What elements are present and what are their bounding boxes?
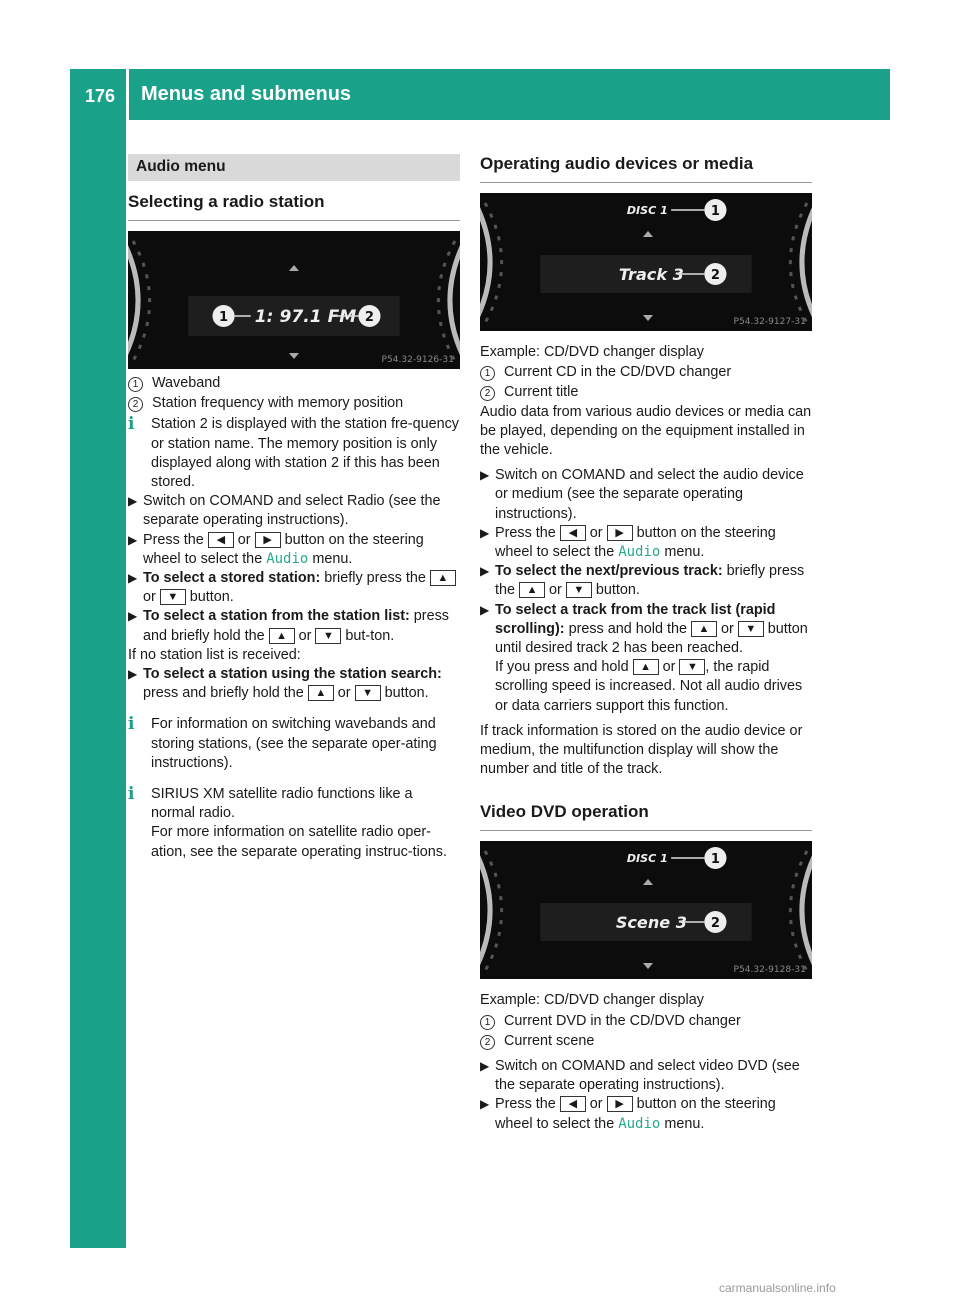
info-note: i SIRIUS XM satellite radio functions like a normal radio. For more information on satellite radio oper-ation, see the separate operating instruc-tions. bbox=[128, 784, 447, 860]
caption-item: 1 Waveband bbox=[128, 373, 460, 393]
section-label: On-board computer and displays bbox=[95, 264, 117, 562]
svg-text:2: 2 bbox=[364, 310, 374, 325]
up-key-icon: ▲ bbox=[519, 582, 545, 598]
right-key-icon: ▶ bbox=[607, 525, 633, 541]
section-heading: Video DVD operation bbox=[480, 801, 812, 831]
step-arrow-icon: ▶ bbox=[480, 1097, 490, 1112]
info-icon: i bbox=[128, 784, 135, 805]
image-code: P54.32-9128-31 bbox=[733, 965, 806, 976]
step-arrow-icon: ▶ bbox=[480, 564, 490, 579]
caption-list bbox=[480, 1011, 812, 1051]
disc-label: DISC 1 bbox=[626, 204, 668, 217]
left-key-icon: ◀ bbox=[560, 525, 586, 541]
step-arrow-icon: ▶ bbox=[128, 609, 138, 624]
caption-list bbox=[128, 373, 460, 413]
header-divider bbox=[126, 69, 129, 120]
left-key-icon: ◀ bbox=[560, 1096, 586, 1112]
right-column bbox=[480, 153, 812, 1134]
svg-text:2: 2 bbox=[710, 268, 720, 283]
instruction-step: ▶ Switch on COMAND and select Radio (see the separate operating instructions). bbox=[128, 493, 441, 529]
caption-item: 1 Current CD in the CD/DVD changer bbox=[480, 362, 812, 382]
page-number: 176 bbox=[85, 86, 116, 106]
info-icon: i bbox=[128, 714, 135, 735]
instruction-step: ▶ To select a station using the station search: press and briefly hold the ▲ or ▼ button. bbox=[128, 666, 442, 702]
video-display-image bbox=[480, 841, 812, 979]
instruction-step: ▶ Switch on COMAND and select video DVD (see the separate operating instructions). bbox=[480, 1058, 800, 1094]
down-key-icon: ▼ bbox=[566, 582, 592, 598]
scene-label: Scene 3 bbox=[615, 913, 687, 933]
section-heading: Operating audio devices or media bbox=[480, 153, 812, 183]
info-note: i For information on switching wavebands and storing stations, (see the separate oper-ating instructions). bbox=[128, 714, 437, 771]
instruction-step: ▶ Press the ◀ or ▶ button on the steering wheel to select the Audio menu. bbox=[480, 524, 776, 561]
step-arrow-icon: ▶ bbox=[128, 571, 138, 586]
up-key-icon: ▲ bbox=[430, 570, 456, 586]
paragraph: If no station list is received: bbox=[128, 646, 301, 663]
instruction-step: ▶ To select a track from the track list (rapid scrolling): press and hold the ▲ or ▼ button until desired track 2 has been reached. If you press and hold ▲ or ▼ , the rapid scrolling speed is increased. Not all audio drives or data carriers support this function. bbox=[480, 601, 808, 714]
instruction-step: ▶ Press the ◀ or ▶ button on the steering wheel to select the Audio menu. bbox=[128, 531, 424, 567]
page-title: Menus and submenus bbox=[141, 83, 352, 105]
paragraph: If track information is stored on the audio device or medium, the multifunction display will show the number and title of the track. bbox=[480, 722, 803, 778]
step-arrow-icon: ▶ bbox=[480, 525, 490, 540]
instruction-step: ▶ To select the next/previous track: briefly press the ▲ or ▼ button. bbox=[480, 563, 805, 599]
step-arrow-icon: ▶ bbox=[480, 468, 490, 483]
radio-display-image bbox=[128, 231, 460, 369]
down-key-icon: ▼ bbox=[355, 685, 381, 701]
left-column bbox=[128, 154, 460, 862]
instruction-step: ▶ Switch on COMAND and select the audio device or medium (see the separate operating instructions). bbox=[480, 467, 804, 522]
track-label: Track 3 bbox=[618, 265, 684, 284]
svg-text:2: 2 bbox=[710, 916, 720, 932]
caption-list bbox=[480, 362, 812, 402]
svg-text:1: 1 bbox=[219, 310, 229, 325]
step-arrow-icon: ▶ bbox=[128, 667, 138, 682]
up-key-icon: ▲ bbox=[691, 621, 717, 637]
example-label: Example: CD/DVD changer display bbox=[480, 992, 704, 1009]
audio-display-image bbox=[480, 193, 812, 331]
side-tab bbox=[70, 880, 126, 1006]
step-arrow-icon: ▶ bbox=[480, 1059, 490, 1074]
right-key-icon: ▶ bbox=[255, 532, 281, 548]
image-code: P54.32-9126-31 bbox=[381, 355, 454, 365]
example-label: Example: CD/DVD changer display bbox=[480, 344, 704, 360]
caption-item: 2 Current title bbox=[480, 382, 812, 402]
caption-item: 2 Current scene bbox=[480, 1031, 812, 1051]
caption-item: 2 Station frequency with memory position bbox=[128, 393, 460, 413]
svg-text:1: 1 bbox=[710, 204, 720, 219]
info-icon: i bbox=[128, 414, 135, 435]
svg-text:1: 1 bbox=[710, 852, 720, 868]
instruction-step: ▶ Press the ◀ or ▶ button on the steering wheel to select the Audio menu. bbox=[480, 1096, 776, 1132]
caption-item: 1 Current DVD in the CD/DVD changer bbox=[480, 1011, 812, 1031]
up-key-icon: ▲ bbox=[269, 628, 295, 644]
right-key-icon: ▶ bbox=[607, 1096, 633, 1112]
section-heading: Selecting a radio station bbox=[128, 191, 460, 221]
menu-section-bar: Audio menu bbox=[128, 154, 460, 181]
instruction-step: ▶ To select a stored station: briefly press the ▲ or ▼ button. bbox=[128, 569, 460, 607]
instruction-step: ▶ To select a station from the station list: press and briefly hold the ▲ or ▼ but-ton. bbox=[128, 608, 449, 644]
down-key-icon: ▼ bbox=[679, 659, 705, 675]
down-key-icon: ▼ bbox=[315, 628, 341, 644]
down-key-icon: ▼ bbox=[160, 589, 186, 605]
step-arrow-icon: ▶ bbox=[128, 532, 138, 547]
left-key-icon: ◀ bbox=[208, 532, 234, 548]
footer-watermark: carmanualsonline.info bbox=[719, 1281, 836, 1295]
disc-label: DISC 1 bbox=[626, 852, 668, 866]
info-note: i Station 2 is displayed with the station fre-quency or station name. The memory position is only displayed along with station 2 if this has been stored. bbox=[128, 414, 459, 491]
down-key-icon: ▼ bbox=[738, 621, 764, 637]
up-key-icon: ▲ bbox=[308, 685, 334, 701]
up-key-icon: ▲ bbox=[633, 659, 659, 675]
radio-display-text: 1: 97.1 FM bbox=[254, 307, 357, 327]
paragraph: Audio data from various audio devices or media can be played, depending on the equipment installed in the vehicle. bbox=[480, 403, 812, 459]
step-arrow-icon: ▶ bbox=[480, 602, 490, 617]
step-arrow-icon: ▶ bbox=[128, 494, 138, 509]
image-code: P54.32-9127-31 bbox=[733, 317, 806, 327]
